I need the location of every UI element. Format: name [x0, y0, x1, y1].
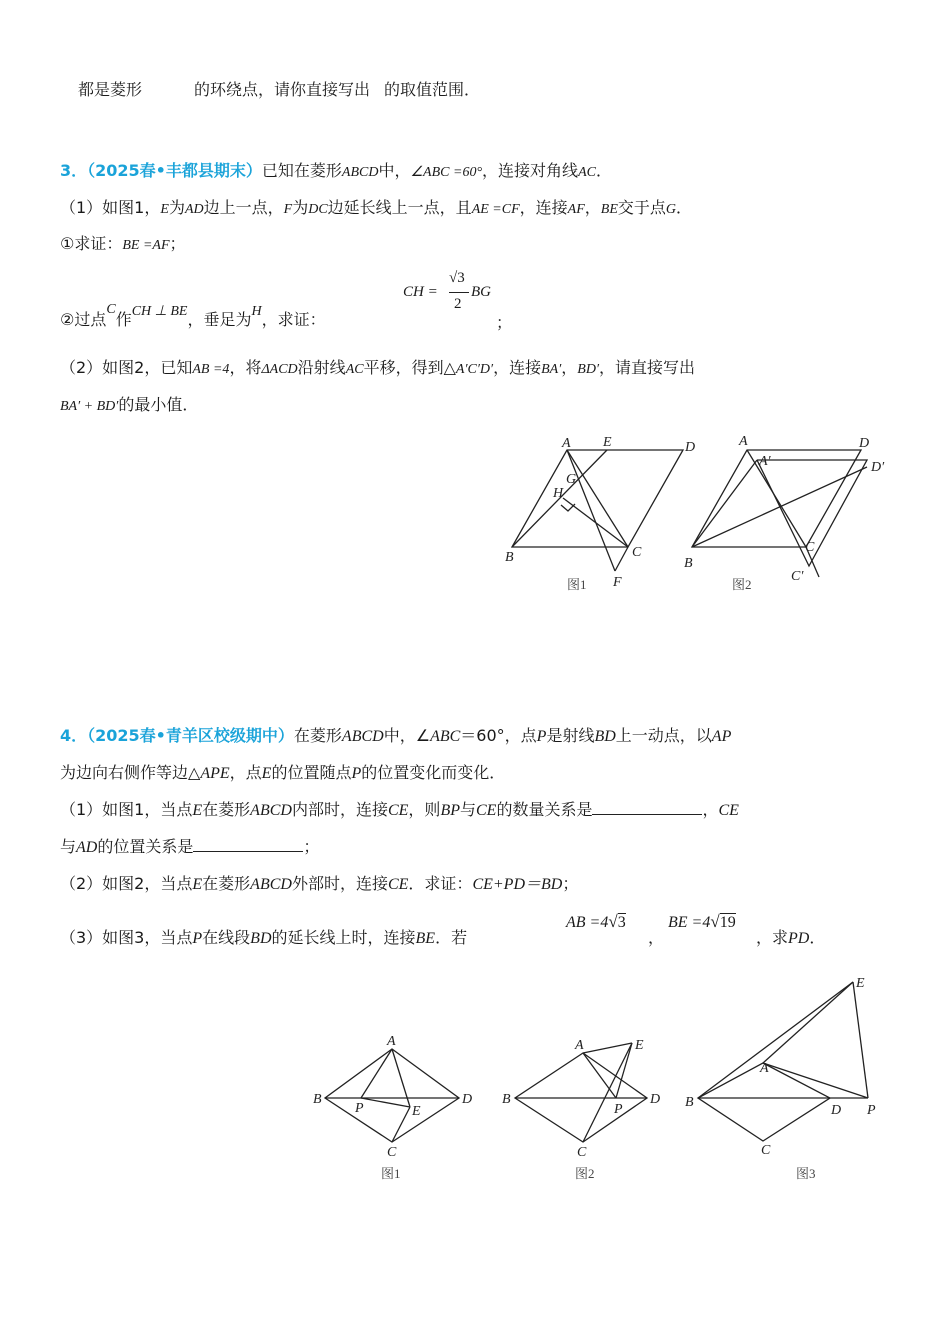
- math: BE: [415, 930, 436, 947]
- text: ，: [561, 358, 578, 377]
- label-p: P: [614, 1102, 623, 1117]
- label-b: B: [684, 556, 693, 571]
- label-p: P: [355, 1101, 364, 1116]
- math: ΔACD: [261, 362, 298, 377]
- q3-claim1: [60, 234, 186, 256]
- label-d: D: [685, 440, 696, 455]
- math: BG: [471, 284, 491, 300]
- q3-stem: [60, 161, 612, 183]
- text: 的位置随点: [271, 763, 352, 782]
- math: AB =4: [192, 362, 230, 377]
- label-p: P: [867, 1103, 876, 1118]
- label-a: A: [760, 1061, 769, 1076]
- question-number: 4．: [60, 726, 88, 745]
- segment-ap: [583, 1053, 616, 1098]
- q4-part1: [60, 800, 739, 821]
- label-a: A: [387, 1034, 396, 1049]
- math: CE: [476, 802, 497, 819]
- text: ；: [303, 837, 320, 856]
- text: 的取值范围．: [384, 80, 481, 99]
- math: APE: [200, 765, 230, 782]
- text: 的位置变化而变化．: [361, 763, 506, 782]
- math: AC: [345, 362, 364, 377]
- text: 与: [459, 800, 476, 819]
- math: ABC: [430, 728, 461, 745]
- text: 是射线: [546, 726, 595, 745]
- math: DC: [308, 202, 328, 217]
- math: PD: [788, 930, 810, 947]
- fraction-numerator: √3: [449, 270, 465, 286]
- text: 为: [168, 198, 185, 217]
- fraction-formula: [403, 272, 503, 316]
- math: A′C′D′: [455, 362, 494, 377]
- math: ∠ABC =60°: [410, 165, 483, 180]
- q4-figure-2: [502, 1038, 660, 1181]
- math: F: [283, 202, 293, 217]
- text: ；: [496, 313, 513, 332]
- math: AF: [567, 202, 585, 217]
- math: P: [192, 930, 203, 947]
- math: BD: [594, 728, 616, 745]
- label-f: F: [613, 575, 622, 590]
- label-b: B: [505, 550, 514, 565]
- text: ，连接: [493, 358, 542, 377]
- text: 的数量关系是: [496, 800, 593, 819]
- math: P: [536, 728, 547, 745]
- q4-stem-2: [60, 763, 505, 784]
- q4-sep: [648, 928, 664, 948]
- q4-figure-1: [313, 1034, 472, 1181]
- text: 与: [60, 837, 77, 856]
- question-source: （2025春•丰都县期末）: [87, 161, 262, 180]
- math: AE =CF: [471, 202, 520, 217]
- math: P: [351, 765, 362, 782]
- text: （1）如图1，当点: [60, 800, 193, 819]
- math: ABCD: [250, 876, 292, 893]
- question-source: （2025春•青羊区校级期中）: [87, 726, 294, 745]
- text: 中，∠: [383, 726, 431, 745]
- label-d: D: [831, 1103, 842, 1118]
- math: CE: [387, 802, 409, 819]
- math: E: [192, 802, 203, 819]
- text: 在菱形: [293, 726, 342, 745]
- answer-blank[interactable]: [592, 800, 702, 815]
- segment-ep: [853, 982, 868, 1098]
- math: CH =: [403, 284, 438, 300]
- label-c: C: [632, 545, 642, 560]
- text: ，点: [229, 763, 262, 782]
- label-d-prime: D′: [871, 460, 885, 475]
- label-e: E: [856, 976, 865, 991]
- rhombus-abcd: [325, 1049, 459, 1142]
- text: 为边向右侧作等边△: [60, 763, 201, 782]
- q3-part1: [60, 198, 692, 220]
- math: AD: [184, 202, 204, 217]
- math: BA′ + BD′: [60, 399, 119, 414]
- text: 外部时，连接: [291, 874, 388, 893]
- math: BE =4: [668, 914, 711, 931]
- radicand: 19: [719, 914, 736, 931]
- text: ，连接: [519, 198, 568, 217]
- text: ．若: [435, 928, 468, 947]
- caption-fig2: 图2: [732, 577, 752, 592]
- segment-be: [698, 982, 853, 1098]
- label-c: C: [761, 1143, 771, 1158]
- question-number: 3．: [60, 161, 88, 180]
- math: E: [192, 876, 203, 893]
- q4-be-value: BE =4√19: [668, 912, 736, 931]
- text: 的最小值．: [118, 395, 199, 414]
- text: ．: [809, 928, 826, 947]
- label-c: C: [387, 1145, 397, 1160]
- q4-part2: [60, 874, 578, 895]
- text: ，连接对角线: [482, 161, 579, 180]
- math: CE: [387, 876, 409, 893]
- fraction-bar: [449, 292, 469, 293]
- text: （3）如图3，当点: [60, 928, 193, 947]
- q4-ab-value: AB =4√3: [566, 912, 626, 931]
- text: 都是菱形: [78, 80, 143, 99]
- q4-stem: [60, 726, 731, 747]
- label-h: H: [553, 486, 564, 501]
- text: 交于点: [617, 198, 666, 217]
- q4-figure-3: [685, 976, 876, 1181]
- label-c: C: [577, 1145, 587, 1160]
- caption-fig1: 图1: [381, 1166, 401, 1181]
- math: AB =4: [566, 914, 609, 931]
- text: ；: [169, 234, 186, 253]
- text: ，将: [229, 358, 262, 377]
- math: BE: [600, 202, 618, 217]
- label-g: G: [566, 472, 577, 487]
- fraction-denominator: 2: [454, 296, 462, 312]
- label-b: B: [313, 1092, 322, 1107]
- segment-af: [567, 450, 615, 571]
- continuation-line: [78, 80, 480, 100]
- text: ，: [702, 800, 719, 819]
- text: ，: [584, 198, 601, 217]
- text: 边上一点，: [203, 198, 284, 217]
- text: 为: [292, 198, 309, 217]
- math: BE =AF: [122, 238, 170, 253]
- text: ，: [648, 928, 665, 947]
- text: ，垂足为: [187, 310, 252, 329]
- text: ；: [562, 874, 579, 893]
- math: E: [261, 765, 272, 782]
- text: 的位置关系是: [97, 837, 194, 856]
- text: ①求证：: [60, 234, 123, 253]
- segment-ae: [763, 982, 853, 1063]
- text: 已知在菱形: [261, 161, 342, 180]
- label-d: D: [462, 1092, 473, 1107]
- math: BP: [440, 802, 460, 819]
- label-b: B: [685, 1095, 694, 1110]
- text: ．: [595, 161, 612, 180]
- segment-ap: [361, 1049, 392, 1098]
- text: 的环绕点，请你直接写出: [194, 80, 371, 99]
- caption-fig3: 图3: [796, 1166, 816, 1181]
- q3-part2-end: [60, 395, 198, 417]
- q3-figure-2: [684, 434, 885, 592]
- segment-ac: [567, 450, 628, 547]
- segment-ap: [763, 1063, 868, 1098]
- math: CE+PD＝BD: [472, 876, 563, 893]
- caption-fig1: 图1: [567, 577, 587, 592]
- text: 在菱形: [202, 874, 251, 893]
- math: BD: [250, 930, 272, 947]
- math: ABCD: [341, 165, 379, 180]
- segment-cf: [615, 547, 628, 571]
- text: 中，: [378, 161, 411, 180]
- math: CE: [718, 802, 739, 819]
- text: ＝60°，点: [460, 726, 537, 745]
- math: ABCD: [341, 728, 384, 745]
- radicand: 3: [617, 914, 626, 931]
- label-e: E: [635, 1038, 644, 1053]
- label-b: B: [502, 1092, 511, 1107]
- caption-fig2: 图2: [575, 1166, 595, 1181]
- math: AP: [711, 728, 732, 745]
- text: （2）如图2，已知: [60, 358, 193, 377]
- text: ，求证：: [261, 310, 326, 329]
- q3-claim2: [60, 302, 326, 332]
- math: CH ⊥ BE: [131, 304, 188, 319]
- math: BA′: [541, 362, 562, 377]
- q4-part1-2: [60, 837, 319, 858]
- math: BD′: [577, 362, 600, 377]
- text: ．求证：: [408, 874, 473, 893]
- text: 的延长线上时，连接: [271, 928, 416, 947]
- text: ②过点: [60, 310, 107, 329]
- text: 在菱形: [202, 800, 251, 819]
- q4-part3-end: [756, 928, 825, 949]
- label-c: C: [805, 540, 815, 555]
- math: AD: [76, 839, 98, 856]
- math: AC: [578, 165, 596, 180]
- text: 内部时，连接: [291, 800, 388, 819]
- q4-part3: [60, 928, 467, 949]
- label-a: A: [739, 434, 748, 449]
- q3-figures: [495, 425, 895, 600]
- label-e: E: [412, 1104, 421, 1119]
- segment-ae: [583, 1043, 632, 1053]
- q3-part2: [60, 358, 695, 380]
- text: ．: [676, 198, 693, 217]
- text: （2）如图2，当点: [60, 874, 193, 893]
- answer-blank[interactable]: [193, 837, 303, 852]
- text: ，求: [756, 928, 789, 947]
- label-e: E: [603, 435, 612, 450]
- label-a: A: [562, 436, 571, 451]
- text: 边延长线上一点，且: [327, 198, 472, 217]
- text: 平移，得到△: [363, 358, 456, 377]
- q4-figures: [305, 965, 895, 1190]
- q3-claim2-end: [496, 313, 512, 333]
- text: ，请直接写出: [599, 358, 696, 377]
- text: 沿射线: [297, 358, 346, 377]
- text: （1）如图1，: [60, 198, 161, 217]
- label-d: D: [859, 436, 870, 451]
- segment-pe: [361, 1098, 410, 1107]
- math: H: [251, 304, 262, 319]
- segment-ba: [692, 460, 757, 547]
- q3-figure-1: [505, 435, 695, 592]
- math: ABCD: [250, 802, 292, 819]
- text: 在线段: [202, 928, 251, 947]
- math: E: [160, 202, 169, 217]
- label-a-prime: A′: [759, 454, 771, 469]
- label-c-prime: C′: [791, 569, 804, 584]
- math: C: [106, 302, 116, 317]
- text: 上一动点，以: [615, 726, 712, 745]
- text: 作: [115, 310, 132, 329]
- label-a: A: [575, 1038, 584, 1053]
- text: ，则: [408, 800, 441, 819]
- label-d: D: [650, 1092, 661, 1107]
- math: G: [665, 202, 677, 217]
